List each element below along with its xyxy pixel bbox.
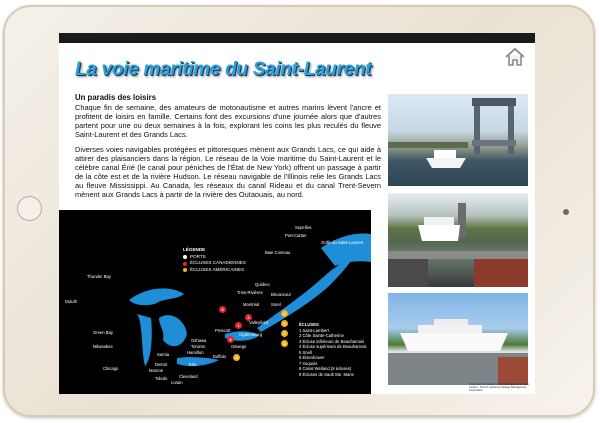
- front-camera: [563, 209, 569, 215]
- lock-item: 9 Écluses de Sault Ste. Marie: [299, 371, 354, 377]
- port-label: Duluth: [65, 299, 78, 304]
- port-label: Ogdensburg: [239, 332, 263, 337]
- lock-item: 3 Écluse inférieure de Beauharnois: [299, 338, 365, 344]
- port-label: Trois-Rivières: [237, 290, 263, 295]
- white-ship-canal-photo: [388, 293, 528, 385]
- port-label: Sept-Îles: [295, 225, 312, 230]
- port-label: Prescott: [215, 328, 231, 333]
- port-label: Chicago: [103, 366, 119, 371]
- seaway-map: [59, 210, 371, 394]
- lock-item: 4 Écluse supérieure de Beauharnois: [299, 344, 367, 350]
- port-label: Toledo: [155, 376, 168, 381]
- lock-item: 2 Côte Sainte-Catherine: [299, 333, 344, 339]
- lock-marker: 4: [233, 354, 240, 361]
- american-lock-dot-icon: [183, 268, 187, 272]
- article-body: [75, 93, 381, 205]
- port-label: Oshawa: [191, 338, 207, 343]
- tablet-screen: [59, 33, 535, 394]
- seaway-logo: Corporation de Gestion de la Voie Maritime du Saint-Laurent · The St. Lawrence Seaway Management Corporation: [469, 383, 530, 393]
- port-label: Lorain: [171, 380, 183, 385]
- paragraph: Diverses voies navigables protégées et pittoresques mènent aux Grands Lacs, ce qui aide à attirer des plaisanciers dans la région. Le réseau de la Voie maritime du Saint-Laurent et le célèbre canal Érié (le canal pour péniches de l'État de New York) offrent un passage à partir de la côte est et de la rivière Hudson. Le réseau navigable de l'Illinois relie les Grands Lacs au fleuve Mississippi. Au Canada, les réseaux du canal Rideau et du canal Trent-Severn mènent aux Grands Lacs à partir de la rivière des Outaouais, au nord.: [75, 144, 381, 199]
- lock-marker: 2: [245, 314, 252, 321]
- legend-item: [183, 260, 246, 267]
- page-title: La voie maritime du Saint-Laurent: [75, 59, 372, 80]
- port-label: Buffalo: [213, 354, 226, 359]
- lock-marker: 8: [227, 336, 234, 343]
- lock-marker: 1: [235, 322, 242, 329]
- lock-marker: 6: [281, 320, 288, 327]
- status-bar: [59, 33, 535, 43]
- legend-label: ÉCLUSES AMÉRICAINES: [190, 266, 245, 272]
- port-label: Baie Comeau: [265, 250, 291, 255]
- lock-item: 1 Saint-Lambert: [299, 327, 329, 333]
- port-label: Detroit: [155, 362, 168, 367]
- map-legend: [183, 247, 246, 274]
- locks-title: ÉCLUSES: [299, 322, 319, 327]
- port-label: Cleveland: [179, 374, 198, 379]
- home-icon[interactable]: [503, 45, 527, 69]
- port-label: Port-Cartier: [285, 233, 307, 238]
- tablet-home-button[interactable]: [17, 196, 42, 221]
- canadian-lock-dot-icon: [183, 262, 187, 266]
- port-label: Erie: [189, 362, 197, 367]
- port-label: Oswego: [231, 344, 247, 349]
- port-label: Montréal: [243, 302, 260, 307]
- lift-bridge-boat-photo: [388, 94, 528, 186]
- lock-item: 7 Iroquois: [299, 360, 318, 366]
- port-label: Sorel: [271, 302, 281, 307]
- port-label: Québec: [255, 282, 270, 287]
- cruise-ship-lock-photo: [388, 193, 528, 287]
- lock-item: 6 Eisenhower: [299, 355, 325, 361]
- legend-label: PORTS: [190, 253, 206, 259]
- port-label: Monroe: [149, 368, 164, 373]
- lock-marker: 3: [281, 340, 288, 347]
- port-label: Hamilton: [187, 350, 204, 355]
- port-label: Thunder Bay: [87, 274, 111, 279]
- section-heading: Un paradis des loisirs: [75, 93, 157, 102]
- port-label: Milwaukee: [93, 344, 113, 349]
- legend-label: ÉCLUSES CANADIENNES: [190, 260, 246, 266]
- lock-item: 8 Canal Welland (8 écluses): [299, 366, 352, 372]
- port-label: Valleyfield: [249, 320, 268, 325]
- port-label: Golfe du Saint-Laurent: [321, 240, 364, 245]
- locks-list: [299, 322, 367, 377]
- legend-title: LÉGENDE: [183, 247, 206, 252]
- port-label: Bécancour: [271, 292, 292, 297]
- legend-item: [183, 267, 246, 274]
- lock-marker: 5: [281, 310, 288, 317]
- lock-marker: 7: [281, 330, 288, 337]
- lock-marker: 9: [219, 306, 226, 313]
- lock-item: 5 Snell: [299, 349, 312, 355]
- port-label: Toronto: [191, 344, 205, 349]
- paragraph: Chaque fin de semaine, des amateurs de motonautisme et autres marins lèvent l'ancre et profitent de loisirs en famille. Certains font des excursions d'une journée alors que d'autres partent pour une ou deux semaines à la fois, explorant les coins les plus reculés du fleuve Saint-Laurent et des Grands Lacs.: [75, 102, 381, 139]
- port-label: Green Bay: [93, 330, 114, 335]
- port-label: Sarnia: [157, 352, 170, 357]
- port-dot-icon: [183, 255, 187, 259]
